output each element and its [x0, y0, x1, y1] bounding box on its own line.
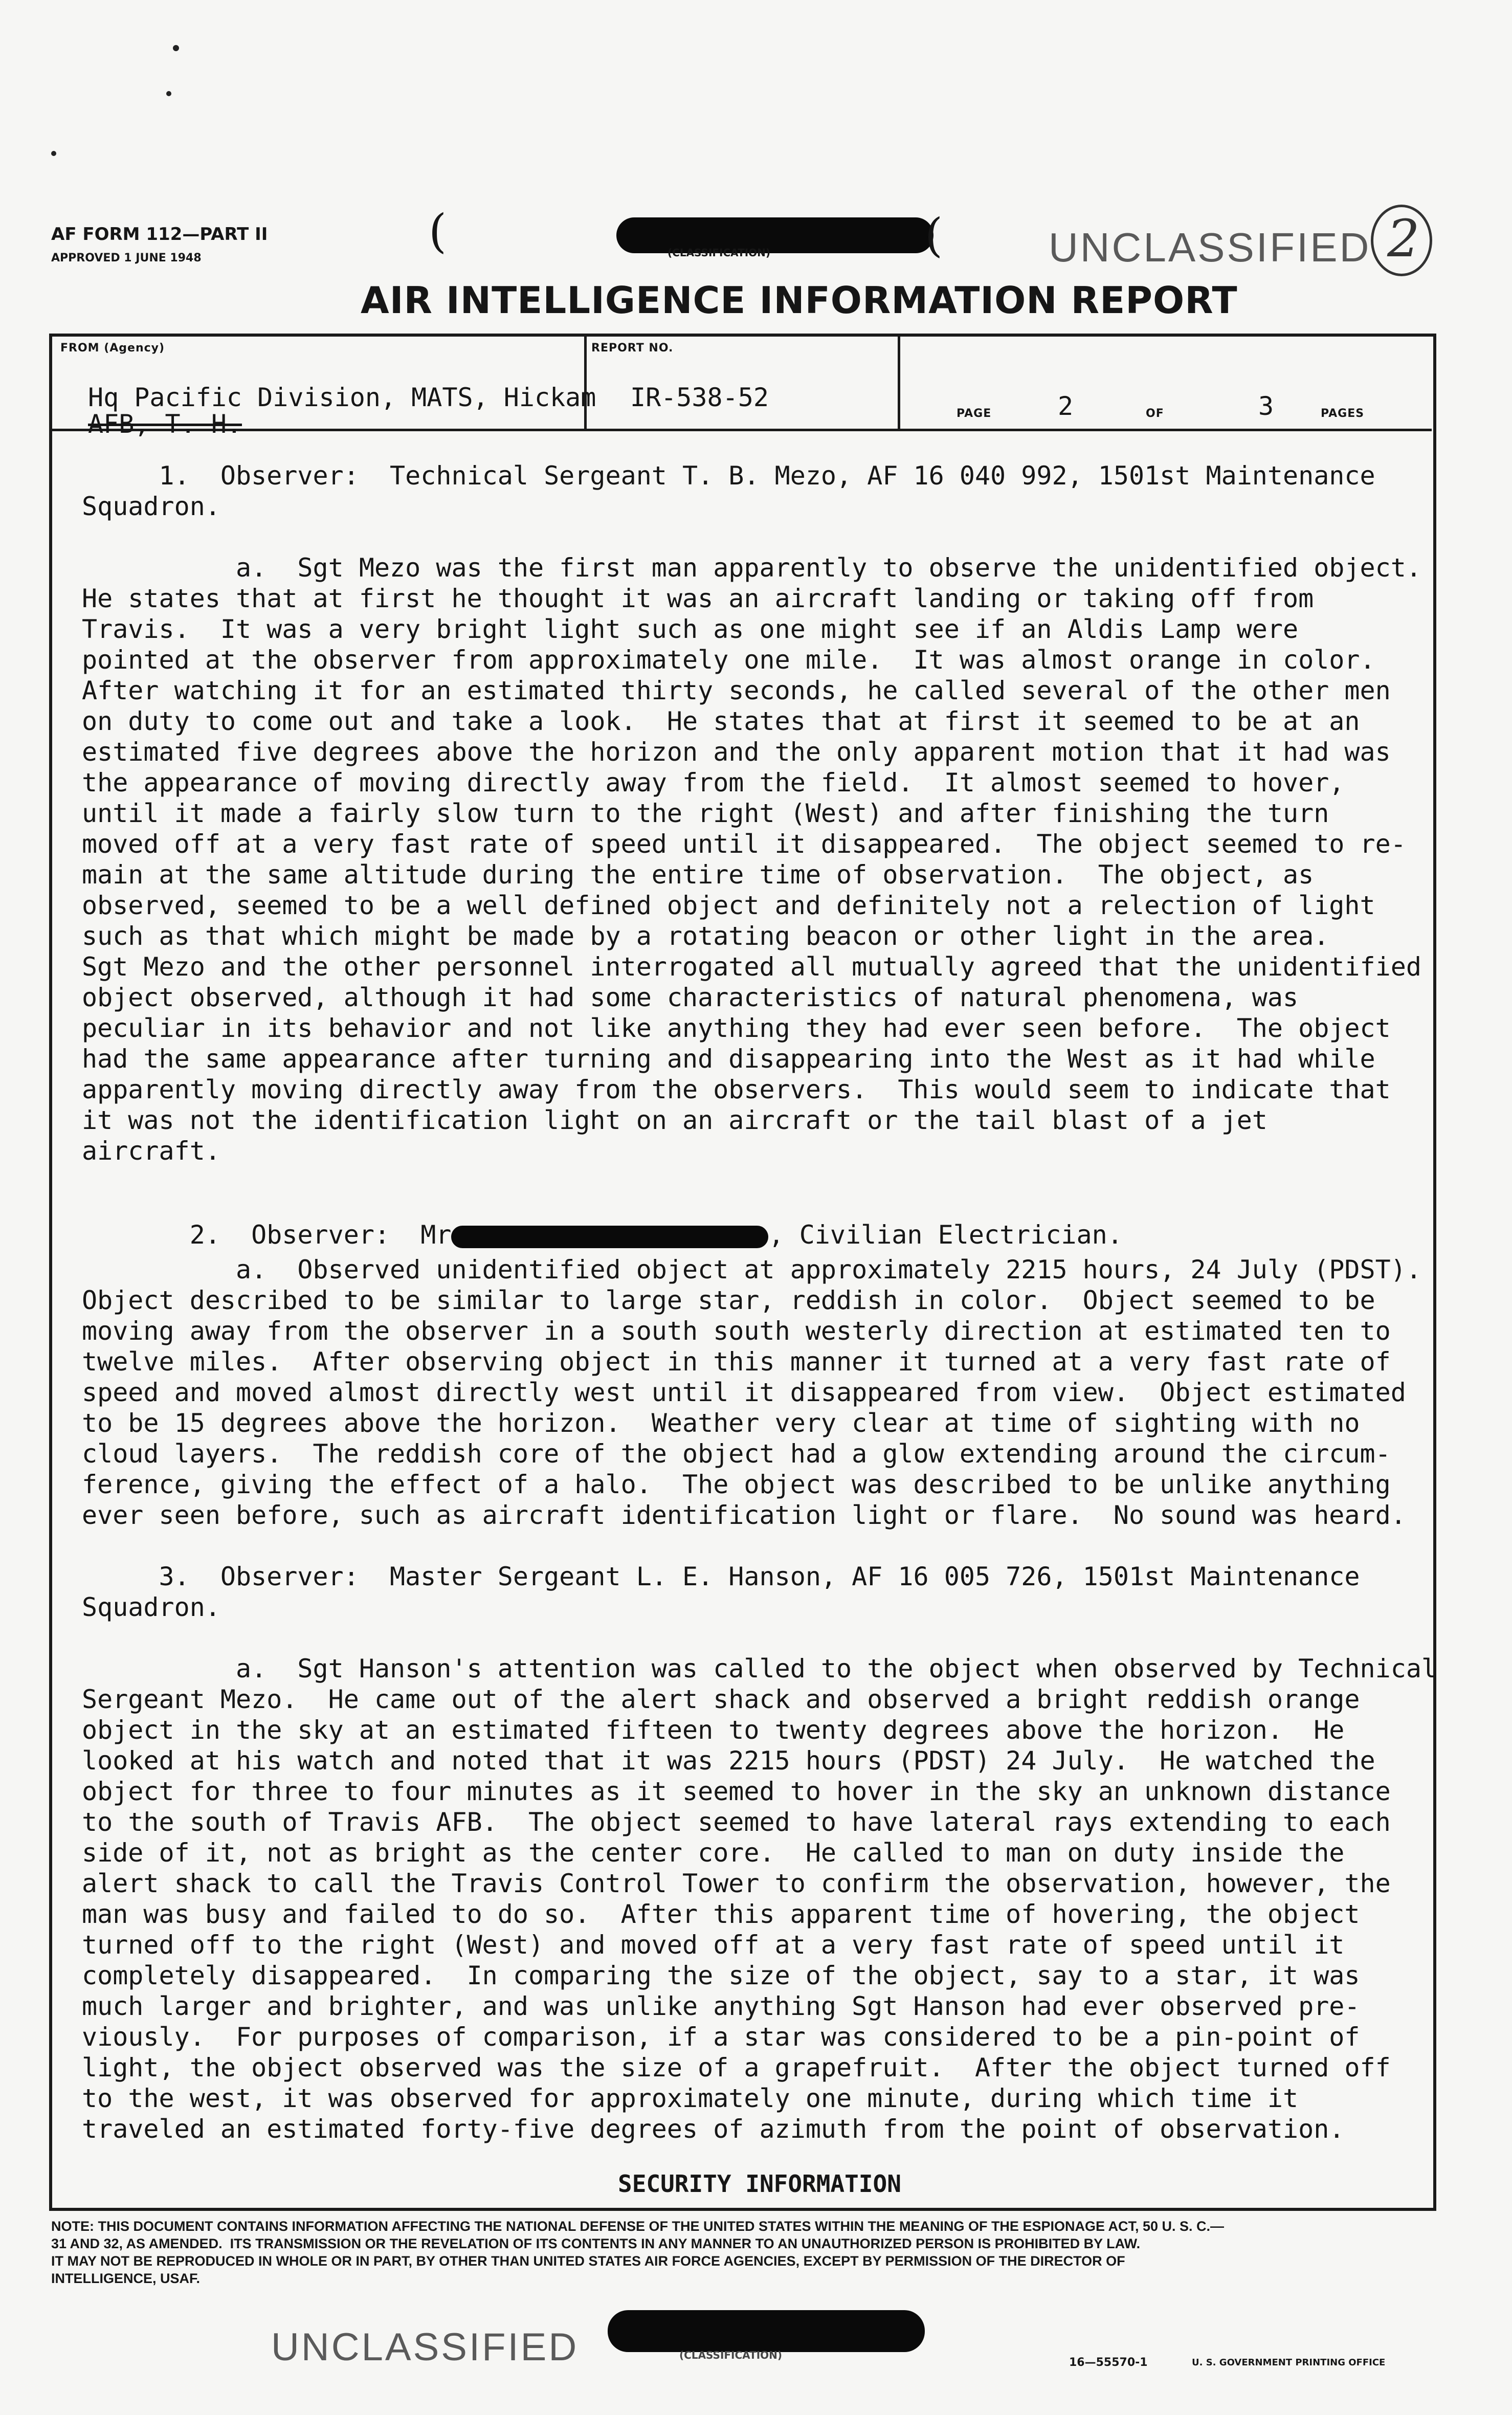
text-line: completely disappeared. In comparing the size of the object, say to a star, it was: [82, 1961, 1360, 1990]
section-3-observer: [82, 1561, 1422, 1623]
form-approved: APPROVED 1 JUNE 1948: [51, 252, 202, 264]
observer-name-redaction: [451, 1226, 768, 1248]
text-line: such as that which might be made by a rotating beacon or other light in the area.: [82, 921, 1329, 951]
header-bottom-rule: [51, 429, 1432, 431]
report-title: AIR INTELLIGENCE INFORMATION REPORT: [361, 279, 1238, 322]
text-line: 1. Observer: Technical Sergeant T. B. Mezo, AF 16 040 992, 1501st Maintenance: [82, 461, 1375, 491]
text-line: Squadron.: [82, 492, 220, 521]
report-no-value: IR-538-52: [630, 383, 769, 412]
text-line: 31 AND 32, AS AMENDED. ITS TRANSMISSION OR THE REVELATION OF ITS CONTENTS IN ANY MANNER TO AN UNAUTHORIZED PERSON IS PROHIBITED BY LAW.: [51, 2236, 1141, 2251]
from-value-line-1: Hq Pacific Division, MATS, Hickam: [88, 383, 596, 412]
text-line: moving away from the observer in a south south westerly direction at estimated ten to: [82, 1316, 1391, 1346]
scan-speck: [51, 151, 56, 156]
text-line: moved off at a very fast rate of speed until it disappeared. The object seemed to re-: [82, 829, 1406, 859]
from-value-line-2: AFB, T. H.: [88, 409, 242, 439]
text-line: looked at his watch and noted that it was 2215 hours (PDST) 24 July. He watched the: [82, 1746, 1375, 1776]
text-line: 3. Observer: Master Sergeant L. E. Hanson, AF 16 005 726, 1501st Maintenance: [82, 1562, 1360, 1591]
text-line: light, the object observed was the size of a grapefruit. After the object turned off: [82, 2053, 1391, 2082]
text-line: Object described to be similar to large star, reddish in color. Object seemed to be: [82, 1286, 1375, 1315]
header-divider-2: [898, 335, 900, 430]
section-2-observer: [82, 1189, 1422, 1250]
text-line: traveled an estimated forty-five degrees of azimuth from the point of observation.: [82, 2114, 1345, 2144]
text-line: speed and moved almost directly west until it disappeared from view. Object estimated: [82, 1378, 1406, 1407]
text-line: viously. For purposes of comparison, if a star was considered to be a pin-point of: [82, 2022, 1360, 2052]
section-2-paragraph-a: [82, 1254, 1422, 1531]
text-line: until it made a fairly slow turn to the right (West) and after finishing the turn: [82, 799, 1329, 828]
section-1-observer: [82, 460, 1422, 522]
text-line: IT MAY NOT BE REPRODUCED IN WHOLE OR IN PART, BY OTHER THAN UNITED STATES AIR FORCE AGENCIES, EXCEPT BY PERMISSION OF THE DIRECTOR OF: [51, 2253, 1125, 2269]
form-id: AF FORM 112—PART II: [51, 224, 268, 245]
security-information: SECURITY INFORMATION: [618, 2170, 901, 2198]
text-line: a. Observed unidentified object at approximately 2215 hours, 24 July (PDST).: [82, 1255, 1421, 1284]
text-line: pointed at the observer from approximately one mile. It was almost orange in color.: [82, 645, 1375, 675]
scan-speck: [166, 91, 171, 96]
text-line: a. Sgt Hanson's attention was called to the object when observed by Technical: [82, 1654, 1437, 1683]
text-line: aircraft.: [82, 1136, 220, 1166]
from-label: FROM (Agency): [60, 342, 165, 355]
text-line: After watching it for an estimated thirty seconds, he called several of the other men: [82, 676, 1391, 705]
text-line: much larger and brighter, and was unlike anything Sgt Hanson had ever observed pre-: [82, 1991, 1360, 2021]
text-line: alert shack to call the Travis Control Tower to confirm the observation, however, the: [82, 1869, 1391, 1898]
text-line: to the west, it was observed for approximately one minute, during which time it: [82, 2084, 1299, 2113]
report-no-label: REPORT NO.: [591, 342, 674, 355]
text-line: observed, seemed to be a well defined object and definitely not a relection of light: [82, 891, 1375, 920]
classification-redaction-bottom: [608, 2310, 925, 2352]
section-2-observer-prefix: 2. Observer: Mr: [113, 1220, 452, 1250]
text-line: to the south of Travis AFB. The object seemed to have lateral rays extending to each: [82, 1807, 1391, 1837]
pages-label: PAGES: [1321, 407, 1365, 420]
text-line: turned off to the right (West) and moved off at a very fast rate of speed until it: [82, 1930, 1345, 1960]
text-line: ference, giving the effect of a halo. The object was described to be unlike anything: [82, 1470, 1391, 1499]
text-line: on duty to come out and take a look. He states that at first it seemed to be at an: [82, 706, 1360, 736]
text-line: ever seen before, such as aircraft identification light or flare. No sound was heard.: [82, 1500, 1406, 1530]
page-total: 3: [1258, 391, 1274, 421]
section-1-paragraph-a: [82, 552, 1422, 1166]
scan-speck: [173, 45, 179, 51]
text-line: twelve miles. After observing object in this manner it turned at a very fast rate of: [82, 1347, 1391, 1377]
text-line: Sergeant Mezo. He came out of the alert shack and observed a bright reddish orange: [82, 1685, 1360, 1714]
classification-label: (CLASSIFICATION): [668, 247, 771, 259]
text-line: peculiar in its behavior and not like anything they had ever seen before. The object: [82, 1013, 1391, 1043]
of-label: OF: [1146, 407, 1164, 420]
section-2-observer-suffix: , Civilian Electrician.: [768, 1220, 1123, 1250]
print-code: 16—55570-1: [1069, 2356, 1148, 2369]
text-line: cloud layers. The reddish core of the object had a glow extending around the circum-: [82, 1439, 1391, 1469]
text-line: INTELLIGENCE, USAF.: [51, 2271, 201, 2286]
text-line: it was not the identification light on an aircraft or the tail blast of a jet: [82, 1105, 1268, 1135]
text-line: to be 15 degrees above the horizon. Weather very clear at time of sighting with no: [82, 1408, 1360, 1438]
text-line: man was busy and failed to do so. After this apparent time of hovering, the object: [82, 1899, 1360, 1929]
text-line: object observed, although it had some characteristics of natural phenomena, was: [82, 983, 1299, 1012]
bracket-right: (: [925, 209, 943, 262]
printer-imprint: U. S. GOVERNMENT PRINTING OFFICE: [1192, 2357, 1386, 2368]
section-3-paragraph-a: [82, 1653, 1437, 2144]
unclassified-stamp-bottom: UNCLASSIFIED: [271, 2325, 579, 2369]
text-line: Travis. It was a very bright light such as one might see if an Aldis Lamp were: [82, 614, 1299, 644]
page-label: PAGE: [957, 407, 992, 420]
text-line: object in the sky at an estimated fifteen to twenty degrees above the horizon. He: [82, 1715, 1345, 1745]
text-line: apparently moving directly away from the observers. This would seem to indicate that: [82, 1075, 1391, 1104]
text-line: He states that at first he thought it was an aircraft landing or taking off from: [82, 584, 1314, 613]
text-line: Squadron.: [82, 1592, 220, 1622]
unclassified-stamp-top: UNCLASSIFIED: [1049, 225, 1371, 270]
page-mark-number: 2: [1387, 209, 1420, 269]
text-line: had the same appearance after turning and disappearing into the West as it had while: [82, 1044, 1375, 1074]
text-line: side of it, not as bright as the center core. He called to man on duty inside the: [82, 1838, 1345, 1868]
text-line: NOTE: THIS DOCUMENT CONTAINS INFORMATION AFFECTING THE NATIONAL DEFENSE OF THE UNITED STATES WITHIN THE MEANING OF THE ESPIONAGE ACT, 50 U. S. C.—: [51, 2219, 1225, 2234]
text-line: Sgt Mezo and the other personnel interrogated all mutually agreed that the unidentified: [82, 952, 1421, 982]
text-line: the appearance of moving directly away from the field. It almost seemed to hover,: [82, 768, 1345, 797]
legal-note: [51, 2218, 1463, 2287]
classification-label-bottom: (CLASSIFICATION): [679, 2349, 783, 2361]
text-line: object for three to four minutes as it seemed to hover in the sky an unknown distance: [82, 1777, 1391, 1806]
classification-redaction: [616, 217, 933, 253]
text-line: estimated five degrees above the horizon and the only apparent motion that it had was: [82, 737, 1391, 767]
text-line: a. Sgt Mezo was the first man apparently to observe the unidentified object.: [82, 553, 1421, 583]
bracket-left: (: [429, 205, 447, 258]
text-line: main at the same altitude during the entire time of observation. The object, as: [82, 860, 1314, 890]
page-number: 2: [1058, 391, 1074, 421]
